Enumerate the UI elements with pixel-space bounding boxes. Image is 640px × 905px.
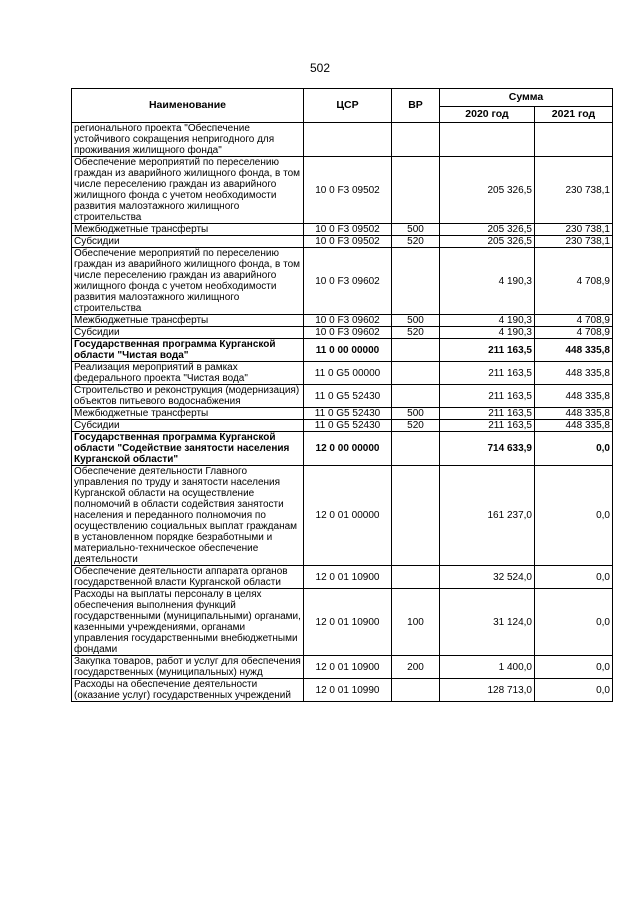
row-sum-2021: 230 738,1 — [535, 236, 613, 248]
row-name: Строительство и реконструкция (модернизация) объектов питьевого водоснабжения — [72, 385, 304, 408]
row-sum-2021: 4 708,9 — [535, 248, 613, 315]
row-csr: 11 0 G5 00000 — [304, 362, 392, 385]
row-name: Обеспечение деятельности аппарата органов государственной власти Курганской области — [72, 566, 304, 589]
row-csr: 10 0 F3 09602 — [304, 327, 392, 339]
budget-table — [71, 88, 613, 702]
row-name: регионального проекта "Обеспечение устойчивого сокращения непригодного для проживания жилищного фонда" — [72, 123, 304, 157]
row-name: Расходы на обеспечение деятельности (оказание услуг) государственных учреждений — [72, 679, 304, 702]
row-csr: 10 0 F3 09602 — [304, 315, 392, 327]
table-row — [72, 315, 613, 327]
row-csr: 10 0 F3 09602 — [304, 248, 392, 315]
row-name: Субсидии — [72, 327, 304, 339]
row-csr: 10 0 F3 09502 — [304, 157, 392, 224]
row-vr: 500 — [392, 315, 440, 327]
row-sum-2020: 4 190,3 — [440, 248, 535, 315]
row-sum-2020: 4 190,3 — [440, 327, 535, 339]
row-name: Государственная программа Курганской области "Чистая вода" — [72, 339, 304, 362]
row-csr: 10 0 F3 09502 — [304, 224, 392, 236]
row-name: Обеспечение мероприятий по переселению граждан из аварийного жилищного фонда, в том числе переселению граждан из аварийного жилищного фонда с учетом необходимости развития малоэтажного жилищного строительства — [72, 248, 304, 315]
row-csr: 12 0 01 10900 — [304, 656, 392, 679]
row-vr — [392, 123, 440, 157]
row-csr: 11 0 G5 52430 — [304, 420, 392, 432]
row-vr — [392, 679, 440, 702]
row-name: Межбюджетные трансферты — [72, 408, 304, 420]
row-vr: 500 — [392, 224, 440, 236]
row-sum-2020: 205 326,5 — [440, 224, 535, 236]
row-sum-2020: 211 163,5 — [440, 339, 535, 362]
row-csr: 12 0 01 10900 — [304, 589, 392, 656]
row-name: Государственная программа Курганской области "Содействие занятости населения Курганской области" — [72, 432, 304, 466]
row-csr: 12 0 01 10990 — [304, 679, 392, 702]
row-sum-2021: 448 335,8 — [535, 408, 613, 420]
table-row — [72, 362, 613, 385]
row-name: Обеспечение мероприятий по переселению граждан из аварийного жилищного фонда, в том числе переселению граждан из аварийного жилищного фонда с учетом необходимости развития малоэтажного жилищного строительства — [72, 157, 304, 224]
row-name: Закупка товаров, работ и услуг для обеспечения государственных (муниципальных) нужд — [72, 656, 304, 679]
table-row — [72, 123, 613, 157]
row-sum-2021: 230 738,1 — [535, 157, 613, 224]
page-number: 502 — [309, 61, 331, 75]
table-row — [72, 157, 613, 224]
table-row — [72, 566, 613, 589]
row-sum-2021: 0,0 — [535, 589, 613, 656]
row-name: Межбюджетные трансферты — [72, 315, 304, 327]
row-sum-2020: 4 190,3 — [440, 315, 535, 327]
row-sum-2021: 448 335,8 — [535, 362, 613, 385]
row-sum-2020: 205 326,5 — [440, 157, 535, 224]
row-sum-2020 — [440, 123, 535, 157]
header-sum: Сумма — [440, 89, 613, 107]
row-sum-2020: 714 633,9 — [440, 432, 535, 466]
row-vr: 200 — [392, 656, 440, 679]
row-csr: 10 0 F3 09502 — [304, 236, 392, 248]
row-vr: 500 — [392, 408, 440, 420]
table-row — [72, 432, 613, 466]
row-sum-2020: 161 237,0 — [440, 466, 535, 566]
row-sum-2021: 0,0 — [535, 432, 613, 466]
header-2020: 2020 год — [440, 107, 535, 123]
row-sum-2020: 211 163,5 — [440, 362, 535, 385]
row-name: Расходы на выплаты персоналу в целях обеспечения выполнения функций государственными (муниципальными) органами, казенными учреждениями, органами управления государственными внебюджетными фондами — [72, 589, 304, 656]
table-row — [72, 656, 613, 679]
row-sum-2020: 211 163,5 — [440, 385, 535, 408]
row-sum-2020: 31 124,0 — [440, 589, 535, 656]
row-sum-2021: 0,0 — [535, 656, 613, 679]
table-row — [72, 589, 613, 656]
row-sum-2021: 448 335,8 — [535, 339, 613, 362]
row-sum-2021: 0,0 — [535, 466, 613, 566]
row-name: Обеспечение деятельности Главного управления по труду и занятости населения Курганской области на осуществление полномочий в области содействия занятости населения и переданного полномочия по осуществлению социальных выплат гражданам в установленном порядке безработными и материально-техническое обеспечение деятельности — [72, 466, 304, 566]
row-name: Субсидии — [72, 236, 304, 248]
row-sum-2021: 230 738,1 — [535, 224, 613, 236]
table-row — [72, 679, 613, 702]
table-row — [72, 248, 613, 315]
header-csr: ЦСР — [304, 89, 392, 123]
header-vr: ВР — [392, 89, 440, 123]
row-sum-2021: 448 335,8 — [535, 420, 613, 432]
row-sum-2021: 0,0 — [535, 566, 613, 589]
row-sum-2020: 128 713,0 — [440, 679, 535, 702]
row-vr — [392, 385, 440, 408]
row-vr — [392, 432, 440, 466]
row-vr: 100 — [392, 589, 440, 656]
row-sum-2020: 32 524,0 — [440, 566, 535, 589]
row-vr: 520 — [392, 236, 440, 248]
row-vr: 520 — [392, 420, 440, 432]
row-csr: 12 0 01 10900 — [304, 566, 392, 589]
row-vr — [392, 339, 440, 362]
table-row — [72, 236, 613, 248]
row-sum-2020: 211 163,5 — [440, 420, 535, 432]
row-sum-2020: 1 400,0 — [440, 656, 535, 679]
table-row — [72, 420, 613, 432]
table-row — [72, 339, 613, 362]
row-csr: 11 0 G5 52430 — [304, 385, 392, 408]
header-2021: 2021 год — [535, 107, 613, 123]
row-name: Межбюджетные трансферты — [72, 224, 304, 236]
row-name: Субсидии — [72, 420, 304, 432]
row-vr — [392, 157, 440, 224]
row-csr: 11 0 00 00000 — [304, 339, 392, 362]
row-vr — [392, 466, 440, 566]
row-vr — [392, 248, 440, 315]
row-vr — [392, 566, 440, 589]
row-vr — [392, 362, 440, 385]
row-sum-2021: 4 708,9 — [535, 327, 613, 339]
row-name: Реализация мероприятий в рамках федерального проекта "Чистая вода" — [72, 362, 304, 385]
row-csr: 12 0 00 00000 — [304, 432, 392, 466]
header-name: Наименование — [72, 89, 304, 123]
table-row — [72, 385, 613, 408]
table-row — [72, 327, 613, 339]
row-csr: 12 0 01 00000 — [304, 466, 392, 566]
row-sum-2020: 205 326,5 — [440, 236, 535, 248]
row-sum-2021: 4 708,9 — [535, 315, 613, 327]
row-sum-2021: 448 335,8 — [535, 385, 613, 408]
table-row — [72, 224, 613, 236]
row-sum-2020: 211 163,5 — [440, 408, 535, 420]
row-csr: 11 0 G5 52430 — [304, 408, 392, 420]
table-row — [72, 466, 613, 566]
row-csr — [304, 123, 392, 157]
row-sum-2021 — [535, 123, 613, 157]
table-row — [72, 408, 613, 420]
row-sum-2021: 0,0 — [535, 679, 613, 702]
row-vr: 520 — [392, 327, 440, 339]
